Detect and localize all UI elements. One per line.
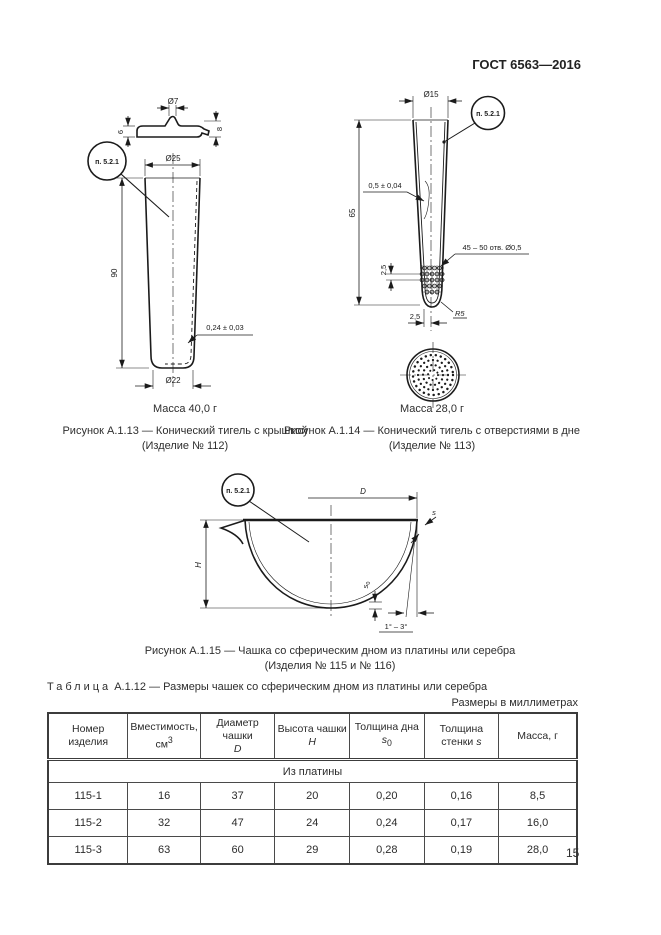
fig15-caption-line1: Рисунок А.1.15 — Чашка со сферическим дном из платины или серебра [144, 645, 516, 657]
fig15-bottom-thickness-label: s0 [361, 581, 372, 589]
cell: 24 [275, 810, 350, 837]
cell: 115-2 [48, 810, 128, 837]
cell: 63 [128, 837, 200, 865]
cell: 8,5 [499, 783, 577, 810]
cell: 20 [275, 783, 350, 810]
table-row [48, 837, 577, 865]
fig14-caption-line1: Рисунок А.1.14 — Конический тигель с отверстиями в дне [284, 425, 580, 437]
fig14-mass: Масса 28,0 г [399, 403, 465, 415]
col-header: Диаметр чашки D [200, 713, 275, 760]
table-group-row [48, 760, 577, 783]
table-row [48, 783, 577, 810]
cell: 0,28 [350, 837, 425, 865]
cell: 0,24 [350, 810, 425, 837]
col-header: Толщина стенки s [424, 713, 499, 760]
fig14-bottom-offset-label: 2,5 [409, 312, 421, 321]
fig15-caption [115, 644, 545, 674]
fig13-wall-thickness-label: 0,24 ± 0,03 [206, 323, 244, 332]
col-header: Толщина дна $s_0$ [350, 713, 425, 760]
fig14-body-height-label: 65 [348, 208, 357, 218]
fig13-caption-line2: (Изделие № 112) [141, 440, 229, 452]
cell: 16 [128, 783, 200, 810]
cell: 0,19 [424, 837, 499, 865]
fig13-knob-diameter-label: Ø7 [167, 97, 179, 106]
cell: 28,0 [499, 837, 577, 865]
fig13-bottom-diameter-label: Ø22 [165, 376, 181, 385]
fig13-callout-label: п. 5.2.1 [95, 159, 119, 166]
fig14-caption-line2: (Изделие № 113) [388, 440, 476, 452]
table-row [48, 810, 577, 837]
table-wrap [47, 712, 578, 865]
fig13-caption-line1: Рисунок А.1.13 — Конический тигель с крышкой [62, 425, 308, 437]
fig14-drawing [345, 85, 545, 415]
fig15-wall-label: s [432, 508, 436, 517]
bottom-view [400, 342, 466, 408]
fig14-wall-thickness-label: 0,5 ± 0,04 [368, 181, 402, 190]
fig13-body-height-label: 90 [110, 268, 119, 278]
cell: 29 [275, 837, 350, 865]
bowl-spout [221, 520, 246, 544]
fig14-holes-note-label: 45 – 50 отв. Ø0,5 [462, 243, 522, 252]
crucible-inner-wall [165, 181, 197, 364]
cell: 0,16 [424, 783, 499, 810]
cell: 0,20 [350, 783, 425, 810]
col-header: Высота чашки H [275, 713, 350, 760]
group-label: Из платины [48, 760, 577, 783]
cell: 16,0 [499, 810, 577, 837]
fig14-hole-pitch-label: 2,5 [379, 264, 388, 276]
dimensions-table [47, 712, 578, 865]
units-note: Размеры в миллиметрах [451, 697, 578, 709]
fig15-drawing [185, 465, 465, 640]
fig13-mass: Масса 40,0 г [152, 403, 218, 415]
wall-section-detail [424, 181, 429, 219]
fig15-diameter-label: D [360, 487, 366, 496]
cell: 115-1 [48, 783, 128, 810]
fig15-callout-label: п. 5.2.1 [226, 488, 250, 495]
fig13-lid-total-height-label: 8 [215, 126, 224, 132]
fig14-callout-leader [444, 123, 475, 142]
col-header: Вместимость, $см^3$ [128, 713, 200, 760]
fig15-callout-leader [249, 501, 309, 542]
cell: 0,17 [424, 810, 499, 837]
fig13-top-diameter-label: Ø25 [165, 154, 181, 163]
cell: 60 [200, 837, 275, 865]
cell: 115-3 [48, 837, 128, 865]
bowl-inner-wall [249, 522, 411, 604]
cell: 37 [200, 783, 275, 810]
table-label: Таблица [47, 681, 112, 693]
fig15-height-label: H [194, 562, 203, 568]
cell: 47 [200, 810, 275, 837]
fig13-drawing [85, 95, 315, 400]
fig15-caption-line2: (Изделия № 115 и № 116) [264, 660, 396, 672]
lid-outline [137, 117, 209, 138]
col-header: Номер изделия [48, 713, 128, 760]
table-number-title: А.1.12 — Размеры чашек со сферическим дном из платины или серебра [114, 681, 488, 693]
cell: 32 [128, 810, 200, 837]
fig14-caption [272, 402, 592, 454]
page-number: 15 [566, 846, 580, 860]
table-title [47, 681, 578, 693]
standard-code: ГОСТ 6563—2016 [472, 57, 581, 72]
col-header: Масса, г [499, 713, 577, 760]
fig13-lid-height-label: 6 [116, 129, 125, 135]
fig14-callout-label: п. 5.2.1 [476, 111, 500, 118]
fig15-angle-label: 1° – 3° [384, 622, 408, 631]
fig14-top-diameter-label: Ø15 [423, 90, 439, 99]
fig14-bottom-radius-label: R5 [455, 309, 465, 318]
table-header-row [48, 713, 577, 760]
